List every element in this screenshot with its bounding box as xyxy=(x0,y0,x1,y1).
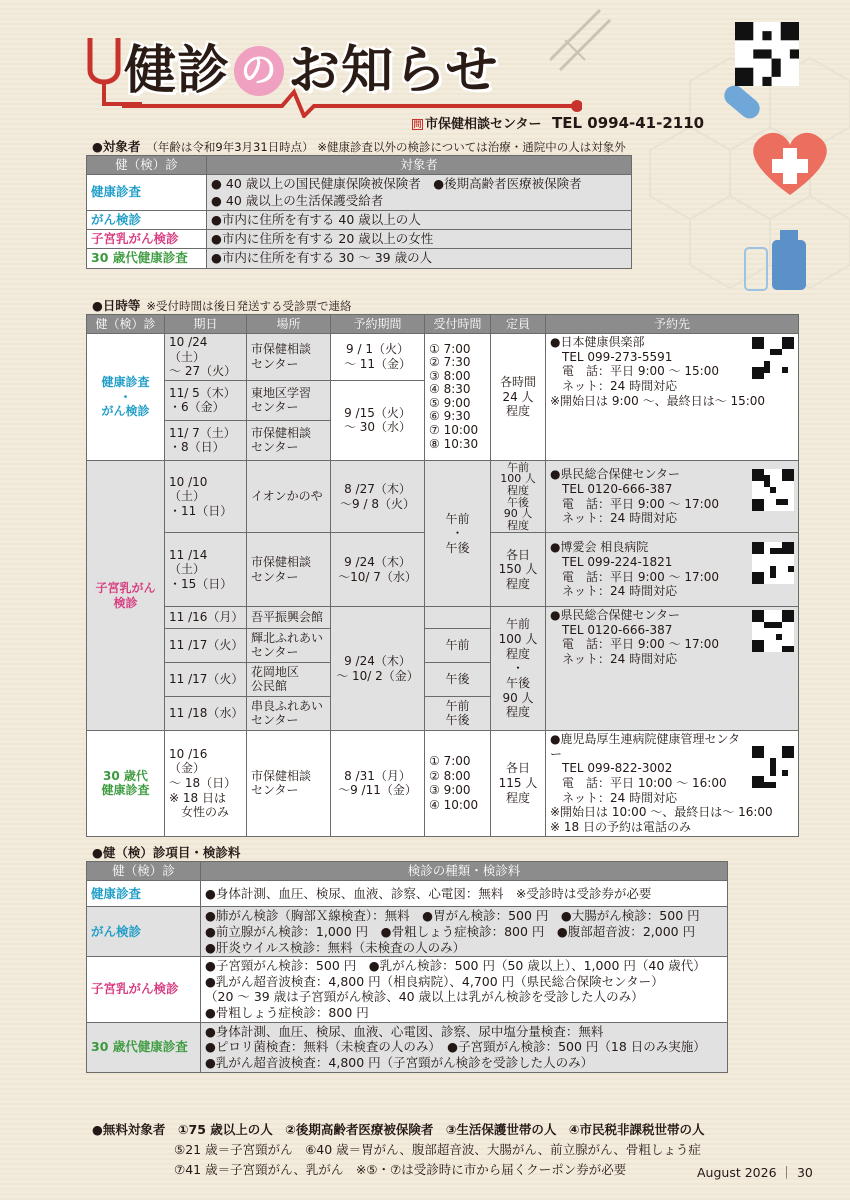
table-row xyxy=(87,249,632,268)
reception-times: 午前 ・ 午後 xyxy=(425,460,491,606)
fee-text: ●身体計測、血圧、検尿、血液、診察、心電図：無料 ※受診時は受診券が必要 xyxy=(201,881,728,907)
pill-icon xyxy=(720,81,763,122)
booking-text: ●県民総合保健センター TEL 0120-666-387 電 話：平日 9:00 〜 17:00 ネット：24 時間対応 xyxy=(550,467,719,526)
free-line: ⑦41 歳＝子宮頸がん、乳がん ※⑤・⑦は受診時に市から届くクーポン券が必要 xyxy=(174,1162,627,1177)
contact-info xyxy=(412,113,704,132)
qr-code-icon[interactable] xyxy=(752,469,794,511)
exam-place: 東地区学習 センター xyxy=(247,380,331,420)
schedule-table xyxy=(86,314,799,837)
exam-date: 11 /14（土） ・15（日） xyxy=(165,533,247,607)
exam-date: 11 /17（火） xyxy=(165,663,247,697)
fee-text: ●肺がん検診（胸部Ｘ線検査）：無料 ●胃がん検診：500 円 ●大腸がん検診：500 円 ●前立腺がん検診：1,000 円 ●骨粗しょう症検診：800 円 ●腹部超音波：2,000 円 ●肝炎ウイルス検診：無料（未検査の人のみ） xyxy=(201,907,728,957)
free-line: ⑤21 歳＝子宮頸がん ⑥40 歳＝胃がん、腹部超音波、大腸がん、前立腺がん、骨粗しょう症 xyxy=(174,1142,701,1157)
col-header: 健（検）診 xyxy=(87,315,165,334)
table-row xyxy=(87,607,799,629)
booking-contact xyxy=(546,731,799,836)
col-header: 受付時間 xyxy=(425,315,491,334)
reception-times: ① 7:00 ② 8:00 ③ 9:00 ④ 10:00 xyxy=(425,731,491,836)
exam-name: 健康診査 xyxy=(87,881,201,907)
col-header: 場所 xyxy=(247,315,331,334)
qr-code-icon[interactable] xyxy=(752,610,794,652)
booking-contact xyxy=(546,533,799,607)
booking-contact xyxy=(546,334,799,461)
bottle-icon xyxy=(745,230,806,290)
exam-date: 10 /10（土） ・11（日） xyxy=(165,460,247,532)
reception-times: 午前 午後 xyxy=(425,697,491,731)
exam-name: がん検診 xyxy=(87,907,201,957)
free-line: ①75 歳以上の人 ②後期高齢者医療被保険者 ③生活保護世帯の人 ④市民税非課税世帯の人 xyxy=(177,1122,705,1137)
booking-period: 9 /24（木） 〜10/ 7（水） xyxy=(331,533,425,607)
free-label: ●無料対象者 xyxy=(92,1122,166,1137)
booking-text: ●日本健康倶楽部 TEL 099-273-5591 電 話：平日 9:00 〜 15:00 ネット：24 時間対応 ※開始日は 9:00 〜、最終日は〜 15:00 xyxy=(550,335,766,408)
booking-period: 8 /27（木） 〜9 / 8（火） xyxy=(331,460,425,532)
table-row xyxy=(87,957,728,1023)
booking-text: ●県民総合保健センター TEL 0120-666-387 電 話：平日 9:00 〜 17:00 ネット：24 時間対応 xyxy=(550,608,719,667)
contact-office: 市保健相談センター xyxy=(425,117,542,132)
exam-place: 輝北ふれあい センター xyxy=(247,629,331,663)
exam-name: 子宮乳がん検診 xyxy=(87,230,207,249)
exam-date: 10 /24（土） 〜 27（火） xyxy=(165,334,247,381)
exam-place: 市保健相談 センター xyxy=(247,533,331,607)
table-header-row xyxy=(87,862,728,881)
col-header: 定員 xyxy=(491,315,546,334)
page-title xyxy=(82,18,582,113)
booking-contact xyxy=(546,460,799,532)
exam-name: 子宮乳がん 検診 xyxy=(87,460,165,730)
table-row xyxy=(87,460,799,532)
title-heart-no: の xyxy=(234,46,284,96)
exam-name: 子宮乳がん検診 xyxy=(87,957,201,1023)
exam-date: 11 /18（水） xyxy=(165,697,247,731)
section-eligibility-heading: ●対象者 （年齢は令和9年3月31日時点） ※健康診査以外の検診については治療・通院中の人は対象外 xyxy=(92,139,626,154)
col-header: 検診の種類・検診料 xyxy=(201,862,728,881)
booking-period: 9 /24（木） 〜 10/ 2（金） xyxy=(331,607,425,731)
qr-code-icon[interactable] xyxy=(735,22,799,86)
qr-code-icon[interactable] xyxy=(752,337,794,379)
exam-date: 10 /16（金） 〜 18（日） ※ 18 日は 女性のみ xyxy=(165,731,247,836)
section-fees-heading: ●健（検）診項目・検診料 xyxy=(92,845,241,860)
col-header: 健（検）診 xyxy=(87,156,207,175)
section-schedule-heading: ●日時等 ※受付時間は後日発送する受診票で連絡 xyxy=(92,298,352,313)
exam-name: 30 歳代健康診査 xyxy=(87,249,207,268)
capacity: 各時間 24 人 程度 xyxy=(491,334,546,461)
qr-code-icon[interactable] xyxy=(752,542,794,584)
capacity: 午前 100 人 程度 午後 90 人 程度 xyxy=(491,460,546,532)
table-row xyxy=(87,1022,728,1072)
booking-period: 9 / 1（火） 〜 11（金） xyxy=(331,334,425,381)
fees-table xyxy=(86,861,728,1073)
title-part-2: お知らせ xyxy=(288,41,499,101)
col-header: 対象者 xyxy=(207,156,632,175)
capacity: 各日 150 人 程度 xyxy=(491,533,546,607)
free-eligibility-notes xyxy=(92,1120,705,1180)
col-header: 予約先 xyxy=(546,315,799,334)
exam-name: 30 歳代健康診査 xyxy=(87,1022,201,1072)
exam-place: 市保健相談 センター xyxy=(247,420,331,460)
exam-name: 健康診査 ・ がん検診 xyxy=(87,334,165,461)
exam-place: イオンかのや xyxy=(247,460,331,532)
capacity: 各日 115 人 程度 xyxy=(491,731,546,836)
exam-name: 健康診査 xyxy=(87,175,207,211)
exam-date: 11/ 5（木） ・6（金） xyxy=(165,380,247,420)
reception-times: 午後 xyxy=(425,663,491,697)
eligibility-text: ●市内に住所を有する 20 歳以上の女性 xyxy=(207,230,632,249)
table-header-row xyxy=(87,156,632,175)
booking-period: 9 /15（火） 〜 30（水） xyxy=(331,380,425,460)
exam-place: 花岡地区 公民館 xyxy=(247,663,331,697)
col-header: 健（検）診 xyxy=(87,862,201,881)
reception-times: 午前 xyxy=(425,629,491,663)
eligibility-text: ●市内に住所を有する 40 歳以上の人 xyxy=(207,210,632,229)
col-header: 期日 xyxy=(165,315,247,334)
fee-text: ●子宮頸がん検診：500 円 ●乳がん検診：500 円（50 歳以上）、1,000 円（40 歳代） ●乳がん超音波検査：4,800 円（相良病院）、4,700 円（県民総合保険センター） （20 〜 39 歳は子宮頸がん検診、40 歳以上は乳がん検診を受診した人のみ） ●骨粗しょう症検診：800 円 xyxy=(201,957,728,1023)
exam-name: がん検診 xyxy=(87,210,207,229)
title-part-1: 健診 xyxy=(124,41,231,101)
exam-place: 串良ふれあい センター xyxy=(247,697,331,731)
exam-place: 吾平振興会館 xyxy=(247,607,331,629)
reception-times-empty xyxy=(425,607,491,629)
capacity: 午前 100 人 程度 ・ 午後 90 人 程度 xyxy=(491,607,546,731)
exam-date: 11/ 7（土） ・8（日） xyxy=(165,420,247,460)
exam-place: 市保健相談 センター xyxy=(247,334,331,381)
qr-code-icon[interactable] xyxy=(752,746,794,788)
page-number: August 2026 ｜ 30 xyxy=(697,1165,813,1180)
office-mark-icon: 問 xyxy=(413,120,422,129)
heart-plus-icon xyxy=(753,133,827,195)
table-row xyxy=(87,334,799,381)
eligibility-table xyxy=(86,155,632,269)
table-row xyxy=(87,881,728,907)
exam-date: 11 /17（火） xyxy=(165,629,247,663)
exam-date: 11 /16（月） xyxy=(165,607,247,629)
table-row xyxy=(87,731,799,836)
booking-period: 8 /31（月） 〜9 /11（金） xyxy=(331,731,425,836)
exam-place: 市保健相談 センター xyxy=(247,731,331,836)
booking-text: ●鹿児島厚生連病院健康管理センター TEL 099-822-3002 電 話：平日 10:00 〜 16:00 ネット：24 時間対応 ※開始日は 10:00 〜、最終日は〜 16:00 ※ 18 日の予約は電話のみ xyxy=(550,732,773,834)
booking-contact xyxy=(546,607,799,731)
col-header: 予約期間 xyxy=(331,315,425,334)
exam-name: 30 歳代 健康診査 xyxy=(87,731,165,836)
table-row xyxy=(87,907,728,957)
table-row xyxy=(87,230,632,249)
eligibility-text: ●市内に住所を有する 30 〜 39 歳の人 xyxy=(207,249,632,268)
booking-text: ●博愛会 相良病院 TEL 099-224-1821 電 話：平日 9:00 〜 17:00 ネット：24 時間対応 xyxy=(550,540,719,599)
table-header-row xyxy=(87,315,799,334)
table-row xyxy=(87,175,632,211)
contact-tel: TEL 0994-41-2110 xyxy=(552,114,705,132)
fee-text: ●身体計測、血圧、検尿、血液、心電図、診察、尿中塩分量検査：無料 ●ピロリ菌検査：無料（未検査の人のみ） ●子宮頸がん検診：500 円（18 日のみ実施） ●乳がん超音波検査：4,800 円（子宮頸がん検診を受診した人のみ） xyxy=(201,1022,728,1072)
reception-times: ① 7:00 ② 7:30 ③ 8:00 ④ 8:30 ⑤ 9:00 ⑥ 9:30 ⑦ 10:00 ⑧ 10:30 xyxy=(425,334,491,461)
table-row xyxy=(87,210,632,229)
eligibility-text: ● 40 歳以上の国民健康保険被保険者 ●後期高齢者医療被保険者 ● 40 歳以上の生活保護受給者 xyxy=(207,175,632,211)
